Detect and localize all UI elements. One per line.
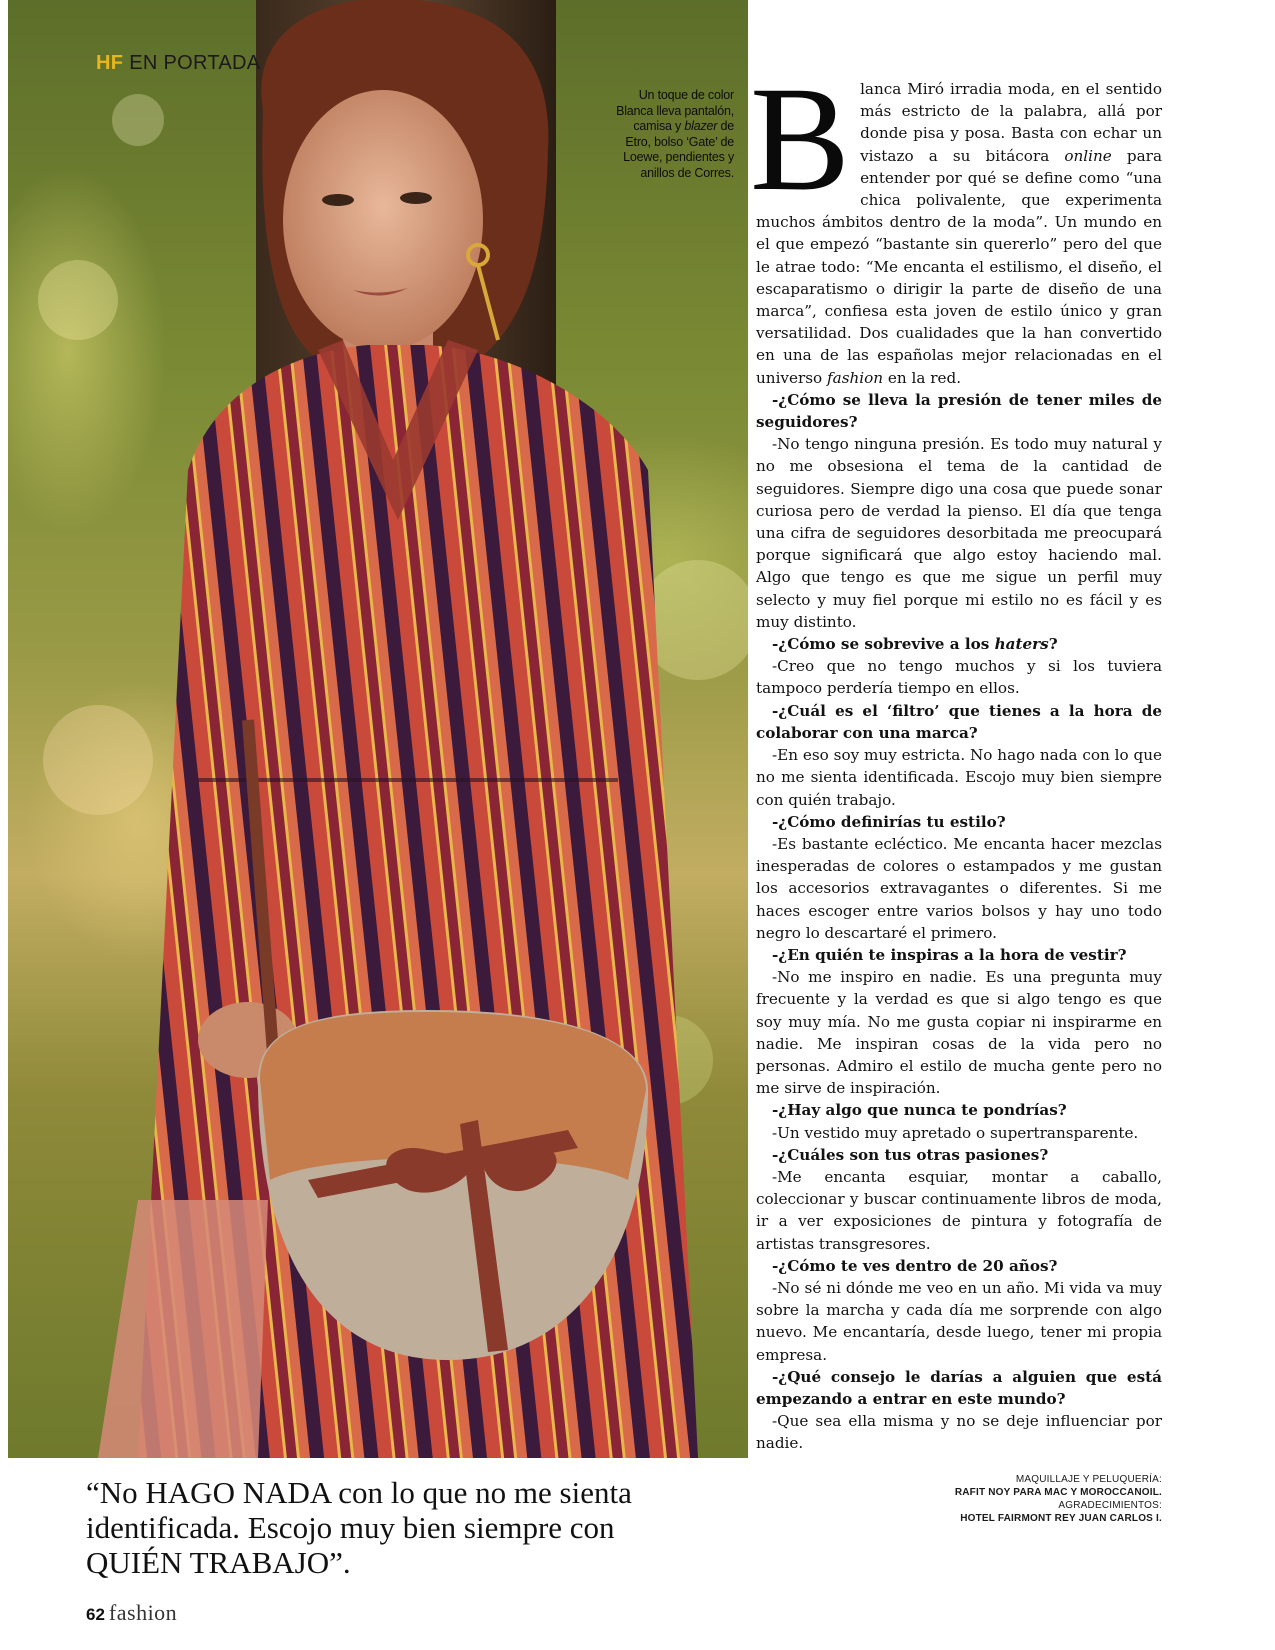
pull-quote — [86, 1475, 706, 1580]
intro-paragraph — [750, 56, 1162, 389]
credits-label-thanks: AGRADECIMIENTOS: — [1058, 1500, 1162, 1511]
intro-text-b: para entender por qué se define como “una chica polivalente, que experimenta muchos ámbitos dentro de la moda”. Un mundo en el que empezó “bastante sin quererlo” pero del que le atrae todo: “Me encanta el estilismo, el diseño, el escaparatismo o dirigir la parte de diseño de una marca”, confiesa esta joven de estilo único y gran versatilidad. Dos cualidades que la han convertido en una de las españolas mejor relacionadas en el universo — [756, 146, 1162, 387]
photo-caption — [616, 88, 734, 181]
caption-italic: blazer — [684, 119, 718, 133]
question-2-italic: haters — [994, 635, 1049, 654]
question-6: -¿Hay algo que nunca te pondrías? — [772, 1101, 1067, 1120]
magazine-logo: fashion — [108, 1600, 178, 1625]
question-3: -¿Cuál es el ‘filtro’ que tienes a la hora de colaborar con una marca? — [756, 701, 1162, 742]
pull-quote-text-c: ”. — [329, 1545, 351, 1580]
answer-8: -No sé ni dónde me veo en un año. Mi vida va muy sobre la marcha y cada día me sorprende con algo nuevo. Me encantaría, desde luego, tener mi propia empresa. — [756, 1278, 1162, 1364]
page-footer — [86, 1600, 177, 1626]
photo-credits — [880, 1473, 1162, 1525]
credits-value-makeup: RAFIT NOY PARA MAC Y MOROCCANOIL. — [954, 1487, 1162, 1498]
answer-9: -Que sea ella misma y no se deje influenciar por nadie. — [756, 1412, 1162, 1453]
question-2-text: -¿Cómo se sobrevive a los — [772, 635, 995, 654]
caption-text-end: de Etro, bolso ‘Gate’ de Loewe, pendientes y anillos de Corres. — [623, 119, 734, 180]
question-2-end: ? — [1048, 635, 1058, 654]
section-tag: HF — [96, 52, 124, 74]
question-1: -¿Cómo se lleva la presión de tener miles de seguidores? — [756, 390, 1162, 432]
answer-3: -En eso soy muy estricta. No hago nada con lo que no me sienta identificada. Escojo muy bien siempre con quién trabajo. — [756, 746, 1162, 809]
answer-2: -Creo que no tengo muchos y si los tuviera tampoco perdería tiempo en ellos. — [756, 657, 1162, 698]
intro-italic-fashion: fashion — [827, 368, 884, 387]
pull-quote-text-b: con lo que no me sienta identificada. Escojo muy bien siempre con — [86, 1475, 632, 1545]
model-illustration — [8, 0, 748, 1458]
pull-quote-text-a: “No — [86, 1475, 146, 1510]
question-7: -¿Cuáles son tus otras pasiones? — [772, 1145, 1049, 1164]
answer-7: -Me encanta esquiar, montar a caballo, coleccionar y buscar continuamente libros de moda, ir a ver exposiciones de pintura y fotografía de artistas transgresores. — [756, 1167, 1162, 1253]
question-8: -¿Cómo te ves dentro de 20 años? — [772, 1256, 1058, 1275]
cover-photo — [8, 0, 748, 1458]
section-header — [96, 52, 260, 75]
credits-label-makeup: MAQUILLAJE Y PELUQUERÍA: — [1015, 1474, 1162, 1485]
question-4: -¿Cómo definirías tu estilo? — [772, 812, 1006, 831]
answer-4: -Es bastante ecléctico. Me encanta hacer mezclas inesperadas de colores o estampados y me gustan los accesorios extravagantes o diferentes. Si me haces escoger entre varios bolsos y hay uno todo negro lo descartaré el primero. — [756, 834, 1162, 942]
credits-value-thanks: HOTEL FAIRMONT REY JUAN CARLOS I. — [960, 1513, 1162, 1524]
intro-text-a: lanca Miró irradia moda, en el sentido más estricto de la palabra, allá por donde pisa y posa. Basta con echar un vistazo a su bitácora — [860, 80, 1162, 165]
pull-quote-emphasis-1: HAGO NADA — [145, 1475, 331, 1510]
section-name: EN PORTADA — [129, 52, 261, 74]
question-9: -¿Qué consejo le darías a alguien que está empezando a entrar en este mundo? — [756, 1367, 1162, 1408]
answer-5: -No me inspiro en nadie. Es una pregunta muy frecuente y la verdad es que si algo tengo es que soy muy mía. No me gusta copiar ni inspirarme en nadie. Me inspiran cosas de la vida pero no personas. Admiro el estilo de mucha gente pero no me sirve de inspiración. — [756, 968, 1162, 1098]
question-5: -¿En quién te inspiras a la hora de vestir? — [772, 945, 1127, 964]
page-number: 62 — [86, 1605, 105, 1624]
drop-cap: B — [750, 56, 851, 222]
answer-1: -No tengo ninguna presión. Es todo muy natural y no me obsesiona el tema de la cantidad de seguidores. Siempre digo una cosa que puede sonar curiosa pero de verdad la pienso. El día que tenga una cifra de seguidores desorbitada me preocupará porque significará que algo estoy haciendo mal. Algo que tengo es que me sigue un perfil muy selecto y muy fiel porque mi estilo no es fácil y es muy distinto. — [756, 435, 1162, 631]
pull-quote-emphasis-2: QUIÉN TRABAJO — [86, 1545, 330, 1580]
intro-italic-online: online — [1064, 146, 1112, 165]
intro-text-c: en la red. — [883, 368, 962, 387]
caption-text: Un toque de color Blanca lleva pantalón, camisa y — [616, 88, 734, 133]
article-body — [750, 56, 1162, 1455]
question-2 — [756, 633, 1162, 655]
answer-6: -Un vestido muy apretado o supertransparente. — [772, 1123, 1139, 1142]
